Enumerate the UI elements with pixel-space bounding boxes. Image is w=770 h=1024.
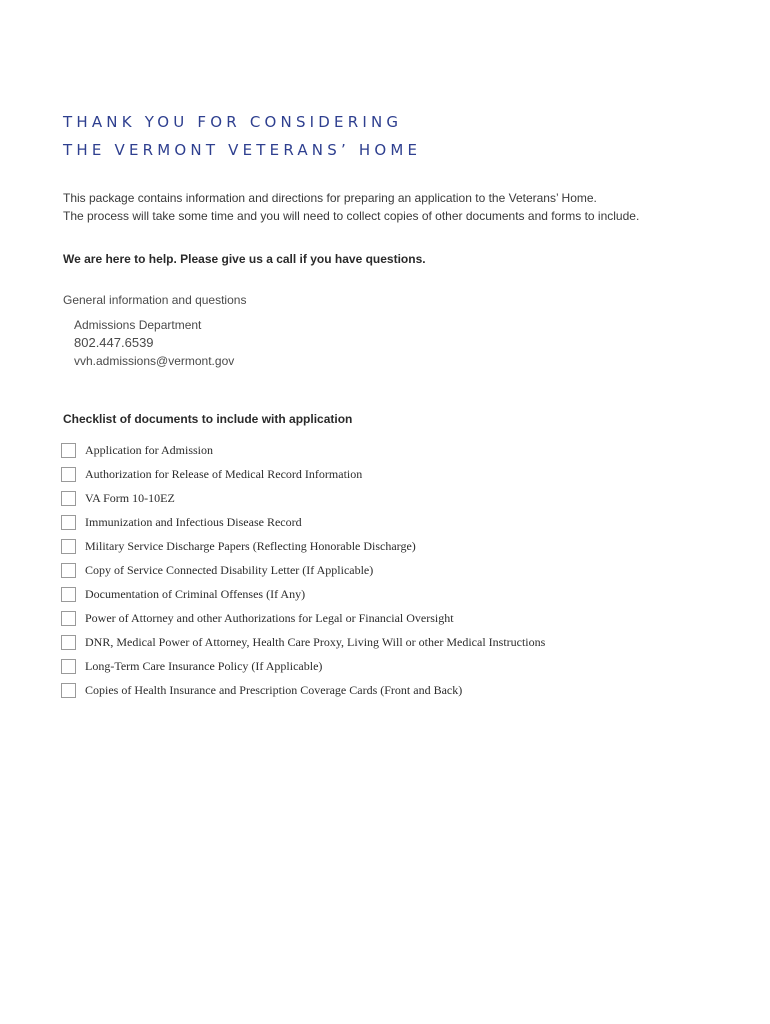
checklist-item-label: Long-Term Care Insurance Policy (If Applicable) (85, 658, 323, 673)
checklist-item (61, 558, 545, 582)
checklist-item (61, 462, 545, 486)
intro-line-2: The process will take some time and you will need to collect copies of other documents and forms to include. (63, 209, 640, 223)
checklist-item-label: VA Form 10-10EZ (85, 490, 175, 505)
title-line-2: THE VERMONT VETERANS’ HOME (63, 141, 422, 159)
title-line-1: THANK YOU FOR CONSIDERING (63, 113, 403, 131)
checkbox[interactable] (61, 443, 76, 458)
checklist-item (61, 630, 545, 654)
checkbox[interactable] (61, 587, 76, 602)
checklist-item (61, 678, 545, 702)
checkbox[interactable] (61, 611, 76, 626)
checklist-item (61, 534, 545, 558)
intro-line-1: This package contains information and directions for preparing an application to the Veterans’ Home. (63, 191, 597, 205)
checkbox[interactable] (61, 563, 76, 578)
checkbox[interactable] (61, 539, 76, 554)
checklist-item (61, 438, 545, 462)
checklist (61, 438, 545, 702)
contact-phone: 802.447.6539 (74, 335, 154, 350)
checklist-item-label: Power of Attorney and other Authorizations for Legal or Financial Oversight (85, 610, 454, 625)
contact-department: Admissions Department (74, 318, 202, 332)
checklist-item-label: Application for Admission (85, 442, 213, 457)
page-title (63, 108, 421, 164)
checklist-item (61, 582, 545, 606)
checkbox[interactable] (61, 491, 76, 506)
checklist-heading: Checklist of documents to include with application (63, 412, 353, 426)
checkbox[interactable] (61, 515, 76, 530)
checklist-item (61, 486, 545, 510)
checkbox[interactable] (61, 683, 76, 698)
checklist-item-label: Military Service Discharge Papers (Reflecting Honorable Discharge) (85, 538, 416, 553)
contact-block (74, 316, 234, 370)
checklist-item-label: Copy of Service Connected Disability Letter (If Applicable) (85, 562, 374, 577)
checklist-item-label: Documentation of Criminal Offenses (If Any) (85, 586, 306, 601)
checklist-item-label: Copies of Health Insurance and Prescription Coverage Cards (Front and Back) (85, 682, 463, 697)
checklist-item-label: Immunization and Infectious Disease Record (85, 514, 302, 529)
checkbox[interactable] (61, 635, 76, 650)
checklist-item-label: DNR, Medical Power of Attorney, Health Care Proxy, Living Will or other Medical Instructions (85, 634, 546, 649)
checklist-item-label: Authorization for Release of Medical Record Information (85, 466, 363, 481)
checklist-item (61, 606, 545, 630)
contact-email: vvh.admissions@vermont.gov (74, 354, 235, 368)
intro-paragraph (63, 189, 639, 225)
checkbox[interactable] (61, 659, 76, 674)
checklist-item (61, 510, 545, 534)
help-text: We are here to help. Please give us a call if you have questions. (63, 252, 426, 266)
checkbox[interactable] (61, 467, 76, 482)
contact-heading: General information and questions (63, 293, 247, 307)
checklist-item (61, 654, 545, 678)
